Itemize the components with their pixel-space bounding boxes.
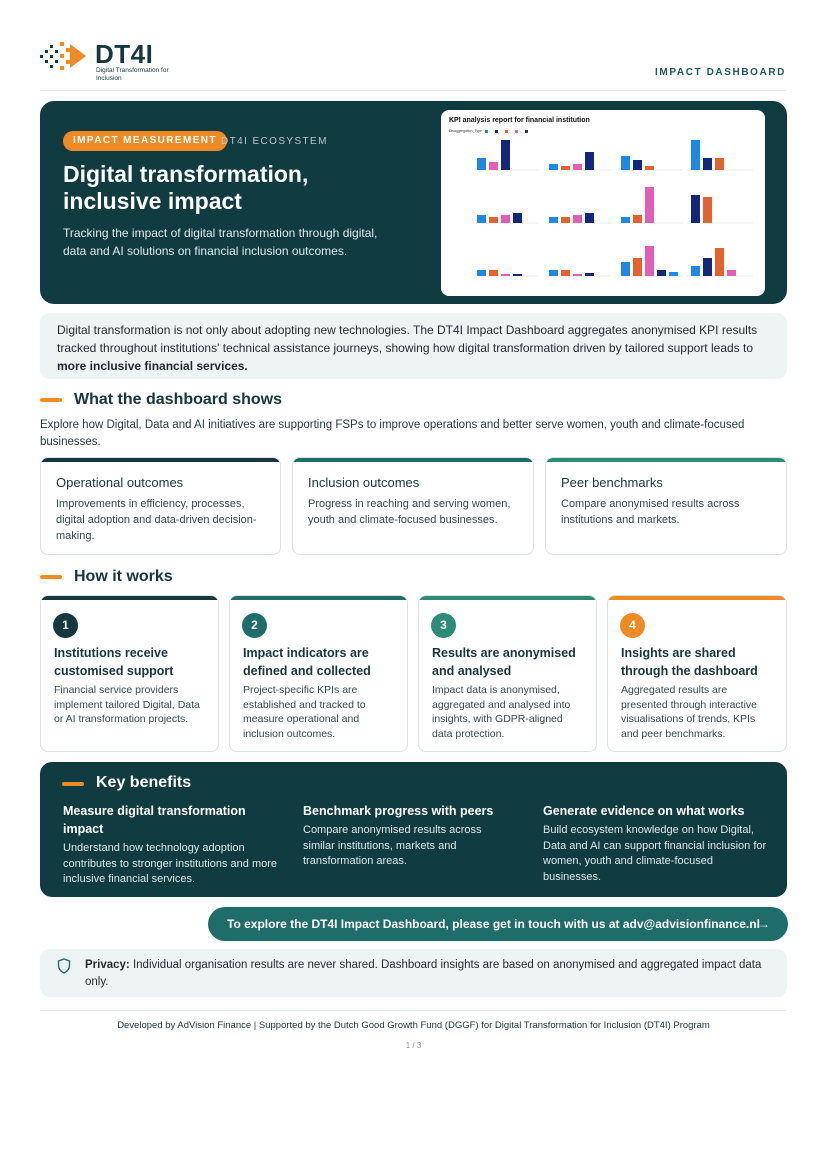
- preview-bar: [657, 270, 666, 276]
- preview-bar: [645, 166, 654, 170]
- cta-label: To explore the DT4I Impact Dashboard, please get in touch with us at adv@advisionfinance.nl: [227, 917, 760, 931]
- preview-bar: [477, 158, 486, 170]
- preview-bar: [549, 164, 558, 170]
- section-title-how: How it works: [74, 568, 173, 585]
- preview-bar: [633, 160, 642, 170]
- preview-legend-swatch: [515, 130, 518, 133]
- card-peer: [545, 457, 787, 555]
- section-accent-dash: [40, 575, 62, 579]
- logo: [40, 40, 180, 84]
- benefits-panel: [40, 762, 787, 897]
- arrow-right-icon: →: [758, 917, 770, 931]
- preview-legend-swatch: [525, 130, 528, 133]
- preview-title: KPI analysis report for financial institution: [449, 117, 590, 124]
- preview-bar: [703, 258, 712, 276]
- card-accent: [608, 596, 786, 600]
- logo-mark-icon: [40, 40, 88, 74]
- privacy-note: [40, 949, 787, 997]
- step-title: Results are anonymised and analysed: [432, 646, 576, 678]
- card-text: Improvements in efficiency, processes, digital adoption and data-driven decision-making.: [56, 498, 257, 542]
- preview-bar: [703, 197, 712, 223]
- preview-bar: [621, 156, 630, 170]
- preview-bar: [669, 272, 678, 276]
- section-accent-dash: [62, 782, 84, 786]
- preview-bar: [703, 158, 712, 170]
- card-accent: [41, 458, 280, 462]
- footer-divider: [40, 1010, 786, 1011]
- preview-bar: [513, 213, 522, 223]
- preview-bar: [489, 162, 498, 170]
- intro-bold: more inclusive financial services.: [57, 359, 248, 373]
- card-title: Inclusion outcomes: [308, 475, 420, 490]
- preview-bar: [585, 152, 594, 170]
- benefit-title: Generate evidence on what works: [543, 804, 745, 818]
- page-number: 1 / 3: [405, 1041, 422, 1050]
- preview-charts: [441, 110, 765, 296]
- contact-cta-button[interactable]: [208, 907, 788, 941]
- preview-bar: [501, 215, 510, 223]
- step-card-3: [418, 595, 597, 752]
- section-description-shows: Explore how Digital, Data and AI initiatives are supporting FSPs to improve operations and better serve women, youth and climate-focused businesses.: [40, 419, 745, 448]
- card-inclusion: [292, 457, 534, 555]
- header-label: IMPACT DASHBOARD: [655, 67, 786, 78]
- preview-bar: [477, 215, 486, 223]
- step-number: 3: [431, 613, 456, 638]
- preview-bar: [489, 270, 498, 276]
- step-text: Project-specific KPIs are established and tracked to measure operational and inclusion outcomes.: [243, 684, 366, 740]
- step-card-4: [607, 595, 787, 752]
- card-accent: [546, 458, 786, 462]
- preview-bar: [477, 270, 486, 276]
- card-accent: [293, 458, 533, 462]
- card-accent: [41, 596, 218, 600]
- card-accent: [230, 596, 407, 600]
- preview-bar: [633, 258, 642, 276]
- header-divider: [40, 90, 786, 91]
- card-accent: [419, 596, 596, 600]
- preview-bar: [573, 274, 582, 276]
- hero-description: Tracking the impact of digital transformation through digital, data and AI solutions on financial inclusion outcomes.: [63, 226, 378, 258]
- hero-tag: IMPACT MEASUREMENT: [63, 131, 227, 151]
- preview-bar: [561, 166, 570, 170]
- benefit-text: Compare anonymised results across similar institutions, markets and transformation areas.: [303, 824, 482, 867]
- section-accent-dash: [40, 398, 62, 402]
- step-card-1: [40, 595, 219, 752]
- card-operational: [40, 457, 281, 555]
- preview-bar: [691, 195, 700, 223]
- preview-bar: [645, 246, 654, 276]
- benefits-title: Key benefits: [96, 774, 192, 791]
- preview-bar: [585, 273, 594, 276]
- preview-bar: [585, 213, 594, 223]
- preview-bar: [489, 217, 498, 223]
- card-title: Operational outcomes: [56, 475, 184, 490]
- privacy-label: Privacy:: [85, 959, 130, 971]
- preview-bar: [501, 140, 510, 170]
- preview-bar: [715, 248, 724, 276]
- shield-icon: [57, 958, 71, 974]
- preview-legend-swatch: [495, 130, 498, 133]
- preview-bar: [691, 140, 700, 170]
- step-title: Institutions receive customised support: [54, 646, 174, 678]
- step-title: Impact indicators are defined and collected: [243, 646, 371, 678]
- preview-bar: [549, 217, 558, 223]
- preview-bar: [549, 270, 558, 276]
- preview-bar: [715, 158, 724, 170]
- preview-legend-swatch: [485, 130, 488, 133]
- step-text: Aggregated results are presented through interactive visualisations of trends, KPIs and peer benchmarks.: [621, 684, 758, 740]
- step-text: Impact data is anonymised, aggregated and analysed into insights, with GDPR-aligned data protection.: [432, 684, 571, 740]
- step-title: Insights are shared through the dashboard: [621, 646, 758, 678]
- intro-text: Digital transformation is not only about adopting new technologies. The DT4I Impact Dashboard aggregates anonymised KPI results tracked throughout institutions' technical assistance journeys, showing how digital transformation driven by tailored support leads to: [57, 323, 758, 355]
- footer-credits: Developed by AdVision Finance | Supported by the Dutch Good Growth Fund (DGGF) for Digital Transformation for Inclusion (DT4I) Program: [117, 1020, 710, 1031]
- logo-subtitle: Digital Transformation for Inclusion: [96, 67, 169, 82]
- benefit-text: Understand how technology adoption contributes to stronger institutions and more inclusive financial services.: [63, 842, 278, 885]
- preview-bar: [621, 262, 630, 276]
- step-number: 4: [620, 613, 645, 638]
- hero-title: Digital transformation, inclusive impact: [63, 161, 309, 214]
- hero-banner: [40, 101, 787, 304]
- preview-bar: [621, 217, 630, 223]
- card-title: Peer benchmarks: [561, 475, 663, 490]
- benefit-title: Benchmark progress with peers: [303, 804, 494, 818]
- preview-bar: [633, 215, 642, 223]
- step-card-2: [229, 595, 408, 752]
- preview-bar: [573, 215, 582, 223]
- preview-legend-swatch: [505, 130, 508, 133]
- card-text: Compare anonymised results across institutions and markets.: [561, 498, 740, 526]
- step-text: Financial service providers implement tailored Digital, Data or AI transformation projects.: [54, 684, 200, 725]
- privacy-text: [85, 957, 765, 990]
- benefit-title: Measure digital transformation impact: [63, 804, 246, 836]
- intro-box: [40, 313, 787, 379]
- benefit-text: Build ecosystem knowledge on how Digital, Data and AI can support financial inclusion for women, youth and climate-focused businesses.: [543, 824, 767, 883]
- hero-tag-secondary: DT4I ECOSYSTEM: [221, 136, 328, 147]
- preview-bar: [691, 266, 700, 276]
- preview-bar: [501, 274, 510, 276]
- preview-bar: [573, 164, 582, 170]
- step-number: 1: [53, 613, 78, 638]
- section-title-shows: What the dashboard shows: [74, 391, 283, 408]
- card-text: Progress in reaching and serving women, youth and climate-focused businesses.: [308, 498, 511, 526]
- dashboard-preview-image: [441, 110, 765, 296]
- privacy-body: Individual organisation results are never shared. Dashboard insights are based on anonymised and aggregated impact data only.: [85, 959, 762, 988]
- preview-bar: [513, 274, 522, 276]
- preview-bar: [727, 270, 736, 276]
- logo-text: DT4I: [95, 39, 154, 69]
- step-number: 2: [242, 613, 267, 638]
- preview-bar: [645, 187, 654, 223]
- preview-bar: [561, 217, 570, 223]
- preview-bar: [561, 270, 570, 276]
- preview-legend: Disaggregation_Type: [449, 129, 483, 133]
